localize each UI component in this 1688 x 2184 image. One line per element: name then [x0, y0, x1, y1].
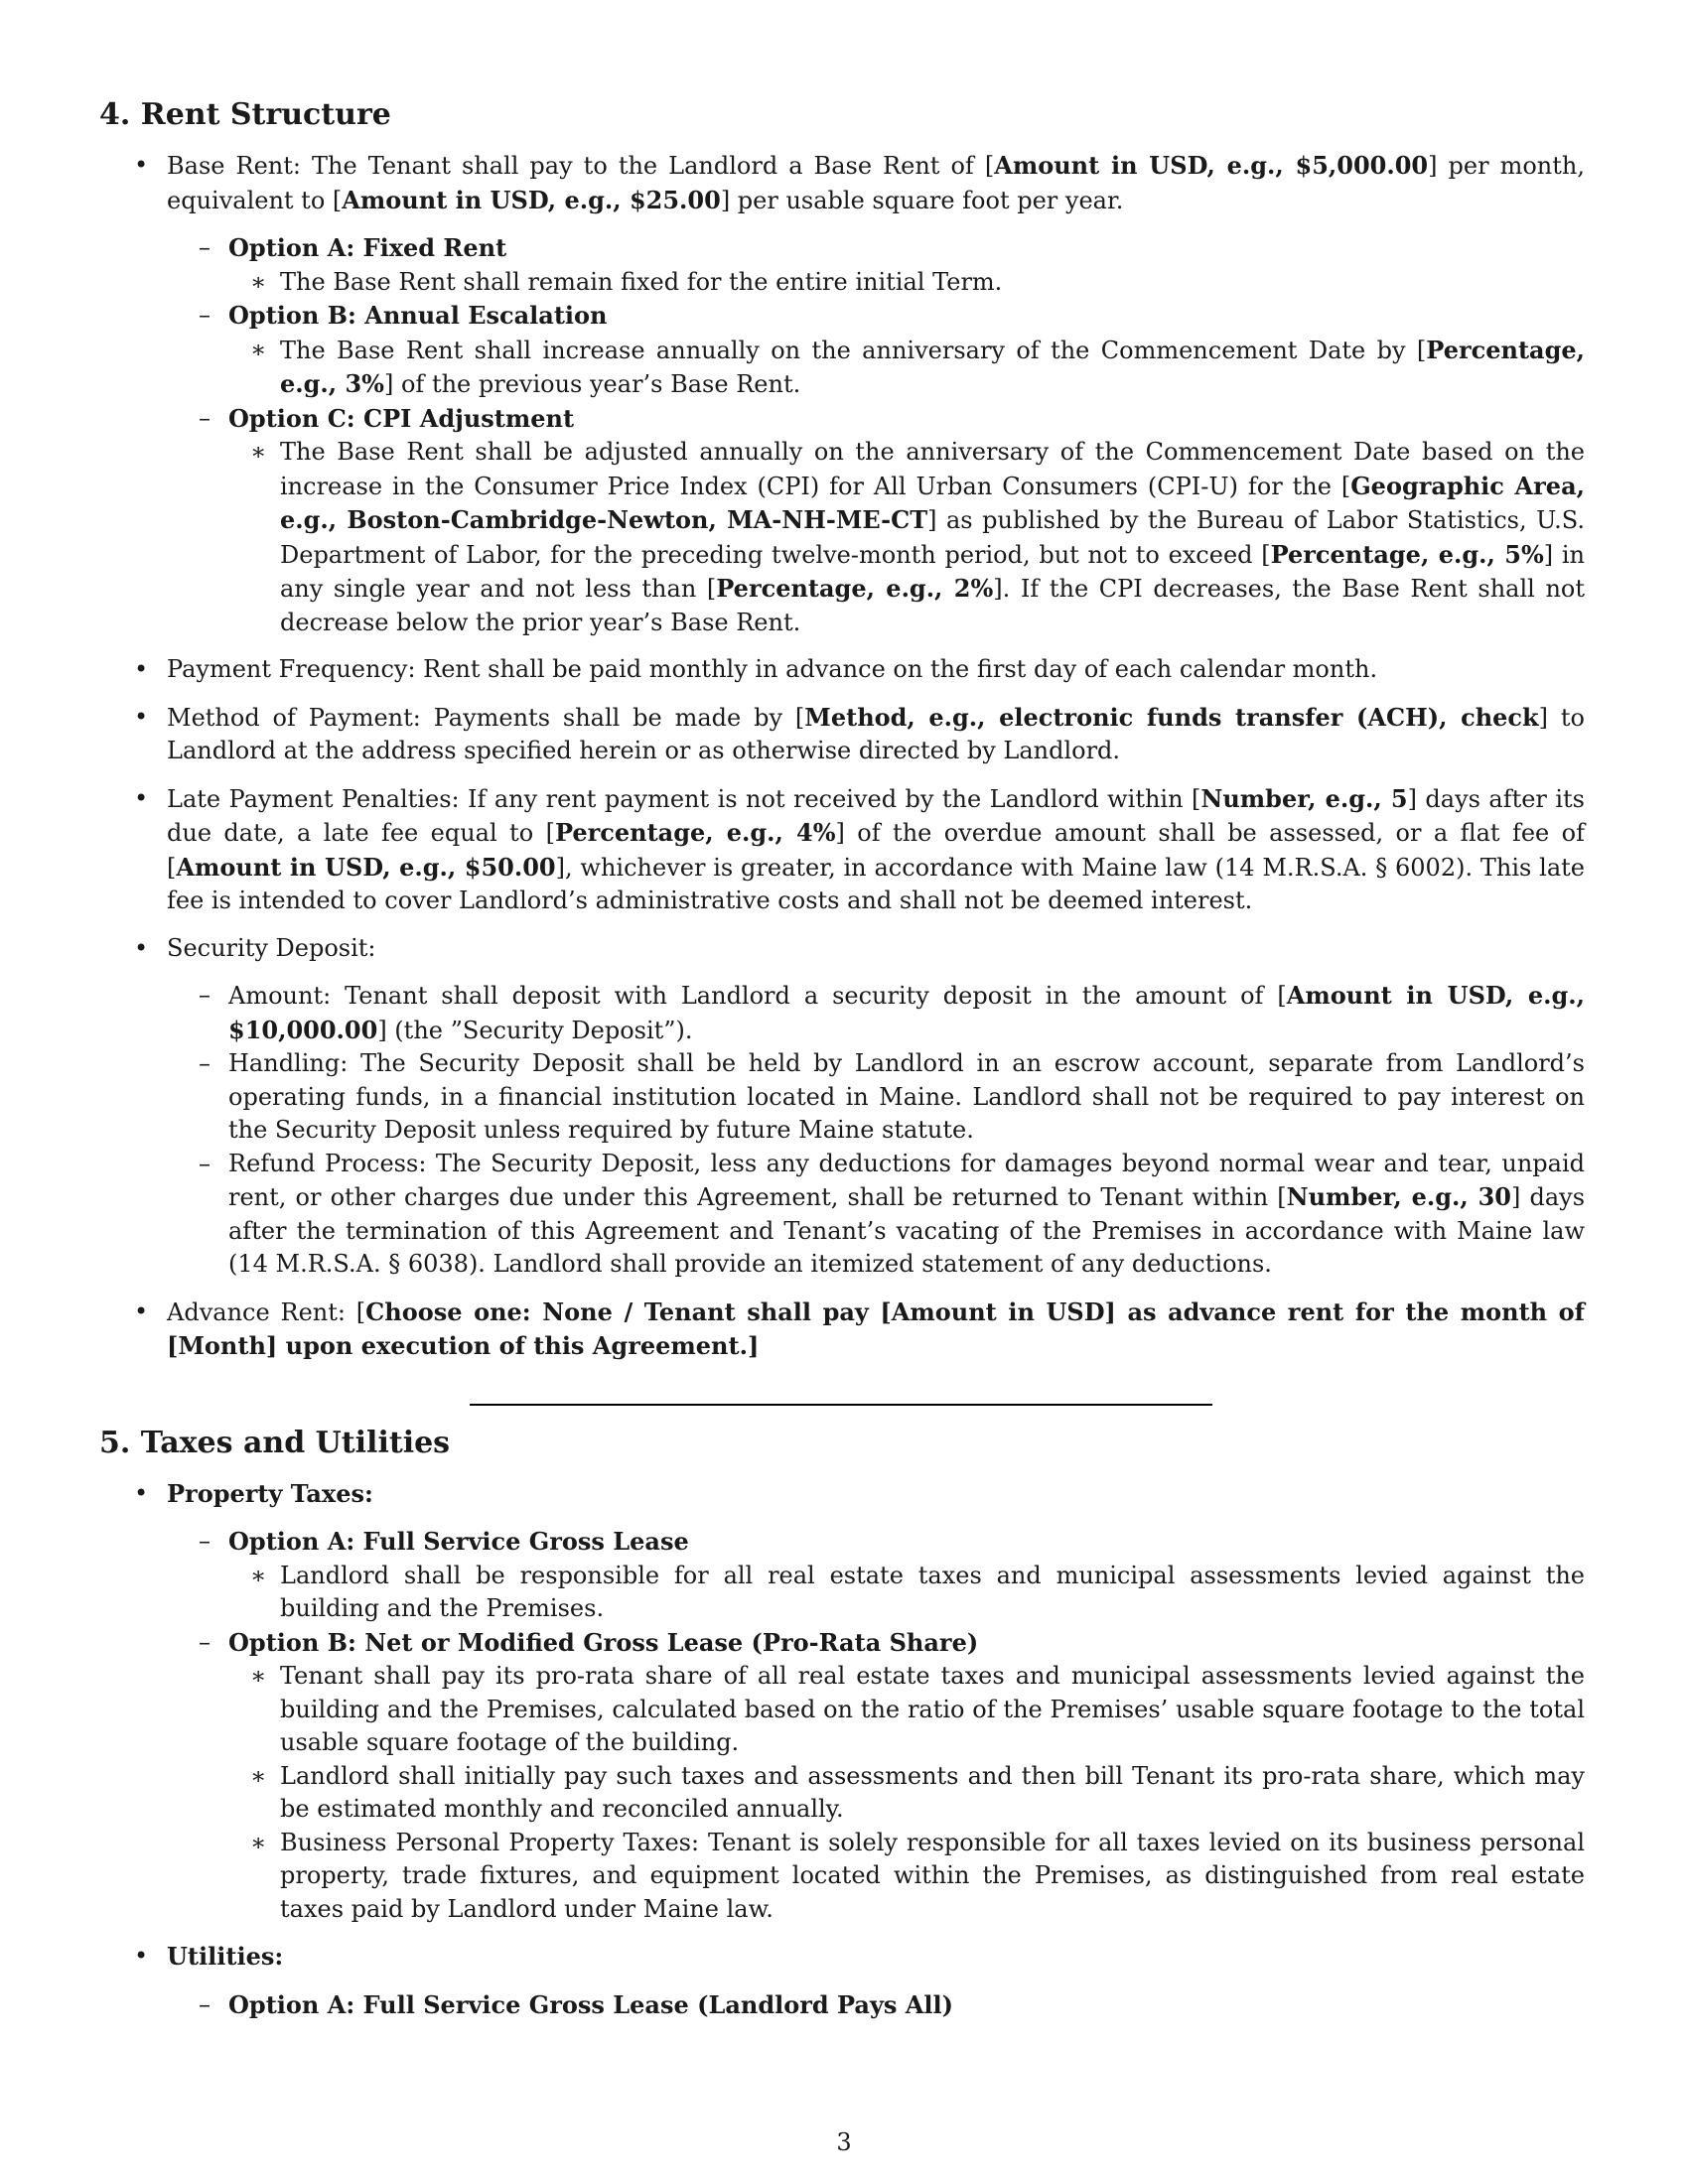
business-personal-property-text: ∗ Business Personal Property Taxes: Tenant is solely responsible for all taxes levied on its business personal property, trade fixtures, and equipment located within the Premises, as distinguished from real estate taxes paid by Landlord under Maine law. [99, 1827, 1585, 1927]
security-deposit-item: • Security Deposit: – Amount: Tenant shall deposit with Landlord a security deposit in the amount of [Amount in USD, e.g., $10,000.00] (the ”Security Deposit”). – Handling: The Security Deposit shall be held by Landlord in an escrow account, separate from Landlord’s operating funds, in a financial institution located in Maine. Landlord shall not be required to pay interest on the Security Deposit unless required by future Maine statute. – Refund Process: The Security Deposit, less any deductions for damages beyond normal wear and tear, unpaid rent, or other charges due under this Agreement, shall be returned to Tenant within [Number, e.g., 30] days after the termination of this Agreement and Tenant’s vacating of the Premises in accordance with Maine law (14 M.R.S.A. § 6038). Landlord shall provide an itemized statement of any deductions. [99, 932, 1585, 1282]
deposit-handling: – Handling: The Security Deposit shall be held by Landlord in an escrow account, separate from Landlord’s operating funds, in a financial institution located in Maine. Landlord shall not be required to pay interest on the Security Deposit unless required by future Maine statute. [99, 1047, 1585, 1148]
fixed-rent-text: ∗ The Base Rent shall remain fixed for the entire initial Term. [99, 266, 1585, 300]
rent-structure-list [99, 149, 1585, 1364]
annual-escalation-text: ∗ The Base Rent shall increase annually on the anniversary of the Commencement Date by [Percentage, e.g., 3%] of the previous year’s Base Rent. [99, 334, 1585, 402]
method-of-payment-item: • Method of Payment: Payments shall be made by [Method, e.g., electronic funds transfer (ACH), check] to Landlord at the address specified herein or as otherwise directed by Landlord. [99, 701, 1585, 768]
option-landlord-pays-all: – Option A: Full Service Gross Lease (Landlord Pays All) [99, 1988, 1585, 2023]
landlord-billing-text: ∗ Landlord shall initially pay such taxes and assessments and then bill Tenant its pro-rata share, which may be estimated monthly and reconciled annually. [99, 1760, 1585, 1827]
property-taxes-item: • Property Taxes: – Option A: Full Service Gross Lease ∗ Landlord shall be responsible for all real estate taxes and municipal assessments levied against the building and the Premises. – Option B: Net or Modified Gross Lease (Pro-Rata Share) ∗ Tenant shall pay its pro-rata share of all real estate taxes and municipal assessments levied against the building and the Premises, calculated based on the ratio of the Premises’ usable square footage to the total usable square footage of the building. ∗ Landlord shall initially pay such taxes and assessments and then bill Tenant its pro-rata share, which may be estimated monthly and reconciled annually. ∗ Business Personal Property Taxes: Tenant is solely responsible for all taxes levied on its business personal property, trade fixtures, and equipment located within the Premises, as distinguished from real estate taxes paid by Landlord under Maine law. [99, 1477, 1585, 1927]
section-divider [470, 1404, 1212, 1406]
option-annual-escalation: – Option B: Annual Escalation ∗ The Base Rent shall increase annually on the anniversary of the Commencement Date by [Percentage, e.g., 3%] of the previous year’s Base Rent. [99, 299, 1585, 402]
late-payment-item: • Late Payment Penalties: If any rent payment is not received by the Landlord within [Number, e.g., 5] days after its due date, a late fee equal to [Percentage, e.g., 4%] of the overdue amount shall be assessed, or a flat fee of [Amount in USD, e.g., $50.00], whichever is greater, in accordance with Maine law (14 M.R.S.A. § 6002). This late fee is intended to cover Landlord’s administrative costs and shall not be deemed interest. [99, 782, 1585, 918]
deposit-refund: – Refund Process: The Security Deposit, less any deductions for damages beyond normal wear and tear, unpaid rent, or other charges due under this Agreement, shall be returned to Tenant within [Number, e.g., 30] days after the termination of this Agreement and Tenant’s vacating of the Premises in accordance with Maine law (14 M.R.S.A. § 6038). Landlord shall provide an itemized statement of any deductions. [99, 1148, 1585, 1282]
security-deposit-list [167, 979, 1585, 1282]
option-full-service-gross-lease: – Option A: Full Service Gross Lease ∗ Landlord shall be responsible for all real estate taxes and municipal assessments levied against the building and the Premises. [99, 1525, 1585, 1626]
pro-rata-share-text: ∗ Tenant shall pay its pro-rata share of all real estate taxes and municipal assessments levied against the building and the Premises, calculated based on the ratio of the Premises’ usable square footage to the total usable square footage of the building. [99, 1660, 1585, 1760]
page-number: 3 [836, 2128, 852, 2156]
utilities-item: • Utilities: – Option A: Full Service Gross Lease (Landlord Pays All) [99, 1940, 1585, 2022]
document-page [99, 95, 1585, 2022]
section-heading-rent-structure: 4. Rent Structure [99, 97, 391, 132]
full-service-text: ∗ Landlord shall be responsible for all real estate taxes and municipal assessments levied against the building and the Premises. [99, 1560, 1585, 1626]
advance-rent-item: • Advance Rent: [Choose one: None / Tenant shall pay [Amount in USD] as advance rent for the month of [Month] upon execution of this Agreement.] [99, 1296, 1585, 1364]
cpi-adjustment-text: ∗ The Base Rent shall be adjusted annually on the anniversary of the Commencement Date based on the increase in the Consumer Price Index (CPI) for All Urban Consumers (CPI-U) for the [Geographic Area, e.g., Boston-Cambridge-Newton, MA-NH-ME-CT] as published by the Bureau of Labor Statistics, U.S. Department of Labor, for the preceding twelve-month period, but not to exceed [Percentage, e.g., 5%] in any single year and not less than [Percentage, e.g., 2%]. If the CPI decreases, the Base Rent shall not decrease below the prior year’s Base Rent. [99, 436, 1585, 639]
deposit-amount: – Amount: Tenant shall deposit with Landlord a security deposit in the amount of [Amount in USD, e.g., $10,000.00] (the ”Security Deposit”). [99, 979, 1585, 1047]
base-rent-options [167, 231, 1585, 639]
base-rent-item: • Base Rent: The Tenant shall pay to the Landlord a Base Rent of [Amount in USD, e.g., $5,000.00] per month, equivalent to [Amount in USD, e.g., $25.00] per usable square foot per year. – Option A: Fixed Rent ∗ The Base Rent shall remain fixed for the entire initial Term. – Option B: Annual Escalation ∗ The Base Rent shall increase annually on the anniversary of the Commencement Date by [Percentage, e.g., 3%] of the previous year’s Base Rent. – Option C: CPI Adjustment ∗ The Base Rent shall be adjusted annually on the anniversary of the Commencement Date based on the increase in the Consumer Price Index (CPI) for All Urban Consumers (CPI-U) for the [Geographic Area, e.g., Boston-Cambridge-Newton, MA-NH-ME-CT] as published by the Bureau of Labor Statistics, U.S. Department of Labor, for the preceding twelve-month period, but not to exceed [Percentage, e.g., 5%] in any single year and not less than [Percentage, e.g., 2%]. If the CPI decreases, the Base Rent shall not decrease below the prior year’s Base Rent. [99, 149, 1585, 639]
taxes-utilities-list [99, 1477, 1585, 2023]
payment-frequency-item: • Payment Frequency: Rent shall be paid monthly in advance on the first day of each calendar month. [99, 653, 1585, 687]
section-heading-taxes-utilities: 5. Taxes and Utilities [99, 1425, 451, 1460]
option-fixed-rent: – Option A: Fixed Rent ∗ The Base Rent shall remain fixed for the entire initial Term. [99, 231, 1585, 299]
option-net-modified-gross-lease: – Option B: Net or Modified Gross Lease (Pro-Rata Share) ∗ Tenant shall pay its pro-rata share of all real estate taxes and municipal assessments levied against the building and the Premises, calculated based on the ratio of the Premises’ usable square footage to the total usable square footage of the building. ∗ Landlord shall initially pay such taxes and assessments and then bill Tenant its pro-rata share, which may be estimated monthly and reconciled annually. ∗ Business Personal Property Taxes: Tenant is solely responsible for all taxes levied on its business personal property, trade fixtures, and equipment located within the Premises, as distinguished from real estate taxes paid by Landlord under Maine law. [99, 1626, 1585, 1927]
option-cpi-adjustment: – Option C: CPI Adjustment ∗ The Base Rent shall be adjusted annually on the anniversary of the Commencement Date based on the increase in the Consumer Price Index (CPI) for All Urban Consumers (CPI-U) for the [Geographic Area, e.g., Boston-Cambridge-Newton, MA-NH-ME-CT] as published by the Bureau of Labor Statistics, U.S. Department of Labor, for the preceding twelve-month period, but not to exceed [Percentage, e.g., 5%] in any single year and not less than [Percentage, e.g., 2%]. If the CPI decreases, the Base Rent shall not decrease below the prior year’s Base Rent. [99, 402, 1585, 640]
